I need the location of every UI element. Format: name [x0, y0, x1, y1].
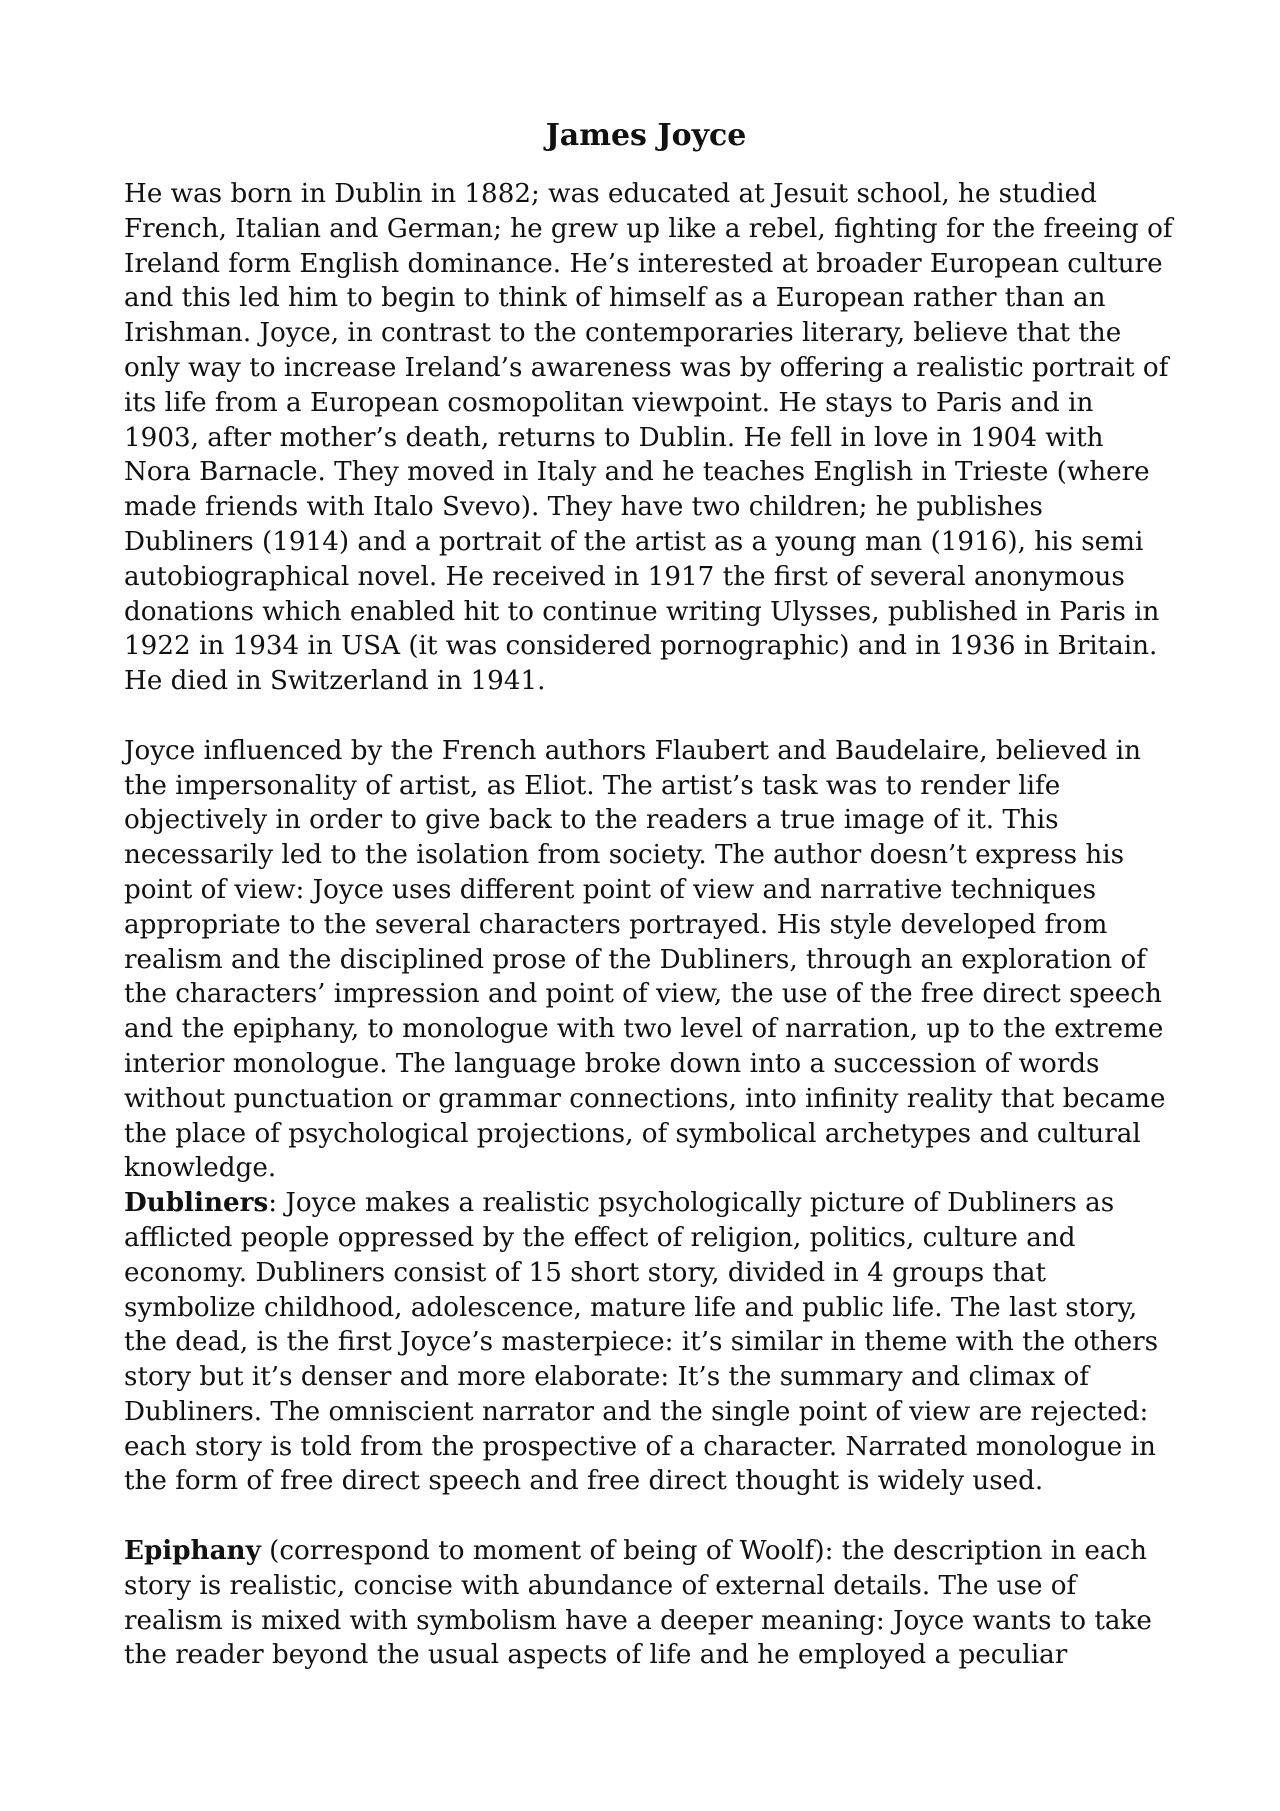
- dubliners-text: : Joyce makes a realistic psychologically picture of Dubliners as afflicted people oppressed by the effect of religion, politics, culture and economy. Dubliners consist of 15 short story, divided in 4 groups that symbolize childhood, adolescence, mature life and public life. The last story, the dead, is the first Joyce’s masterpiece: it’s similar in theme with the others story but it’s denser and more elaborate: It’s the summary and climax of Dubliners. The omniscient narrator and the single point of view are rejected: each story is told from the prospective of a character. Narrated monologue in the form of free direct speech and free direct thought is widely used.: [124, 1188, 1159, 1497]
- epiphany-text: (correspond to moment of being of Woolf): the description in each story is realistic, concise with abundance of external details. The use of realism is mixed with symbolism have a deeper meaning: Joyce wants to take the reader beyond the usual aspects of life and he employed a peculiar: [124, 1536, 1152, 1671]
- dubliners-heading: Dubliners: [124, 1187, 269, 1219]
- paragraph-style: Joyce influenced by the French authors Flaubert and Baudelaire, believed in the impersonality of artist, as Eliot. The artist’s task was to render life objectively in order to give back to the readers a true image of it. This necessarily led to the isolation from society. The author doesn’t express his point of view: Joyce uses different point of view and narrative techniques appropriate to the several characters portrayed. His style developed from realism and the disciplined prose of the Dubliners, through an exploration of the characters’ impression and point of view, the use of the free direct speech and the epiphany, to monologue with two level of narration, up to the extreme interior monologue. The language broke down into a succession of words without punctuation or grammar connections, into infinity reality that became the place of psychological projections, of symbolical archetypes and cultural knowledge.: [124, 735, 1166, 1184]
- epiphany-heading: Epiphany: [124, 1535, 261, 1567]
- document-title: James Joyce: [545, 118, 747, 153]
- paragraph-dubliners: [124, 1186, 1174, 1499]
- paragraph-spacer: [124, 699, 1174, 734]
- document-page: [124, 118, 1174, 1673]
- paragraph-biography: He was born in Dublin in 1882; was educated at Jesuit school, he studied French, Italian and German; he grew up like a rebel, fighting for the freeing of Ireland form English dominance. He’s interested at broader European culture and this led him to begin to think of himself as a European rather than an Irishman. Joyce, in contrast to the contemporaries literary, believe that the only way to increase Ireland’s awareness was by offering a realistic portrait of its life from a European cosmopolitan viewpoint. He stays to Paris and in 1903, after mother’s death, returns to Dublin. He fell in love in 1904 with Nora Barnacle. They moved in Italy and he teaches English in Trieste (where made friends with Italo Svevo). They have two children; he publishes Dubliners (1914) and a portrait of the artist as a young man (1916), his semi autobiographical novel. He received in 1917 the first of several anonymous donations which enabled hit to continue writing Ulysses, published in Paris in 1922 in 1934 in USA (it was considered pornographic) and in 1936 in Britain. He died in Switzerland in 1941.: [124, 179, 1173, 697]
- paragraph-spacer: [124, 1499, 1174, 1534]
- paragraph-epiphany: [124, 1534, 1174, 1673]
